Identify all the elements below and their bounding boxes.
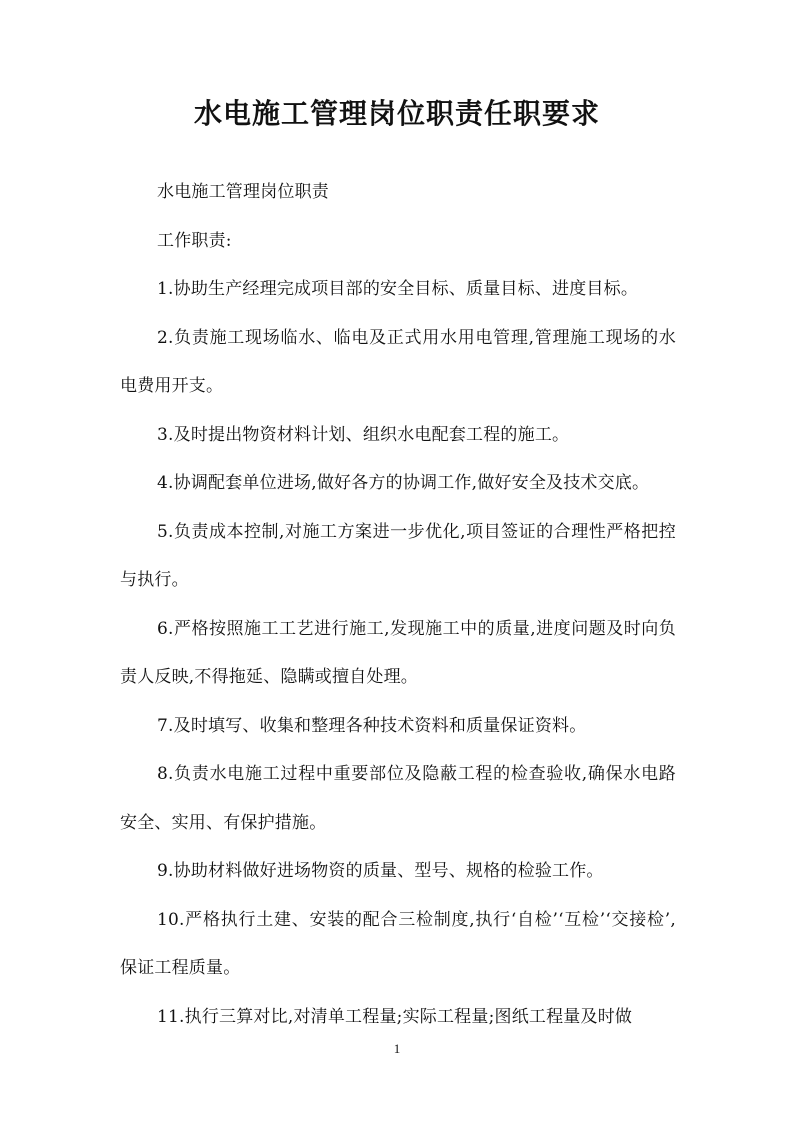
page-number: 1	[393, 1041, 401, 1056]
paragraph-duty-10: 10.严格执行土建、安装的配合三检制度,执行‘自检’‘互检’‘交接检’,保证工程质量。	[120, 909, 676, 978]
paragraph-duty-4: 4.协调配套单位进场,做好各方的协调工作,做好安全及技术交底。	[157, 473, 650, 493]
paragraph-duty-6: 6.严格按照施工工艺进行施工,发现施工中的质量,进度问题及时向负责人反映,不得拖延、隐瞒或擅自处理。	[120, 618, 676, 687]
paragraph-duty-1: 1.协助生产经理完成项目部的安全目标、质量目标、进度目标。	[157, 279, 639, 299]
paragraph-duty-8: 8.负责水电施工过程中重要部位及隐蔽工程的检查验收,确保水电路安全、实用、有保护措施。	[120, 764, 676, 833]
paragraph-duty-5: 5.负责成本控制,对施工方案进一步优化,项目签证的合理性严格把控与执行。	[120, 521, 676, 590]
paragraph-duty-2: 2.负责施工现场临水、临电及正式用水用电管理,管理施工现场的水电费用开支。	[120, 327, 676, 396]
document-title: 水电施工管理岗位职责任职要求	[193, 97, 600, 130]
paragraph-section-heading: 水电施工管理岗位职责	[157, 182, 329, 202]
paragraph-duties-label: 工作职责:	[157, 230, 232, 251]
paragraph-duty-11: 11.执行三算对比,对清单工程量;实际工程量;图纸工程量及时做	[157, 1006, 633, 1027]
paragraph-duty-7: 7.及时填写、收集和整理各种技术资料和质量保证资料。	[157, 715, 587, 736]
paragraph-duty-9: 9.协助材料做好进场物资的质量、型号、规格的检验工作。	[157, 861, 604, 881]
paragraph-duty-3: 3.及时提出物资材料计划、组织水电配套工程的施工。	[157, 424, 570, 445]
document-body	[120, 168, 676, 1041]
